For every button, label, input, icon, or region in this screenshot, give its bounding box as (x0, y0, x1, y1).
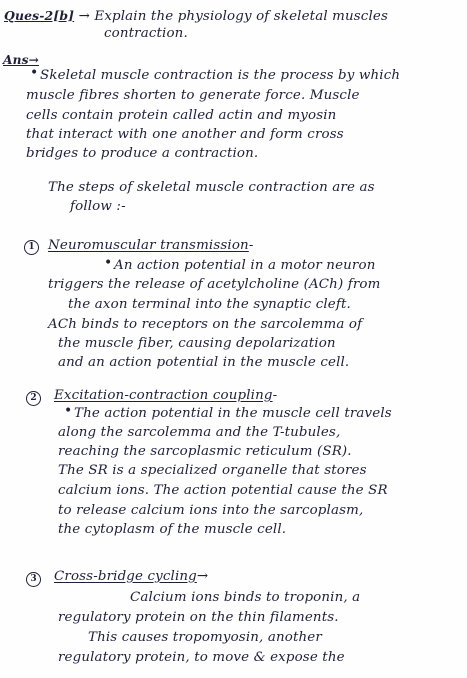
section-2-heading-row (54, 388, 277, 404)
intro-line-2: muscle fibres shorten to generate force. Muscle (26, 88, 360, 103)
section-1-heading-suffix: - (248, 238, 254, 253)
section-2-number: 2 (26, 391, 41, 406)
section-3-heading-row (54, 569, 208, 585)
intro-line-4: that interact with one another and form cross (26, 127, 344, 142)
section-1-line-1: An action potential in a motor neuron (114, 258, 376, 273)
section-2-heading: Excitation-contraction coupling (54, 388, 273, 403)
question-arrow: → (78, 9, 90, 24)
question-text-line-2: contraction. (104, 26, 188, 41)
section-1-heading-row (48, 238, 254, 254)
section-2-line-4: The SR is a specialized organelle that stores (58, 463, 367, 478)
intro-line-1: Skeletal muscle contraction is the process by which (40, 68, 401, 83)
question-label: Ques-2[b] (4, 8, 75, 23)
bullet-dot-icon: • (30, 65, 39, 81)
section-1-line-2: triggers the release of acetylcholine (ACh) from (48, 277, 381, 292)
steps-intro-line-2: follow :- (70, 199, 126, 214)
section-1-heading: Neuromuscular transmission (48, 238, 249, 253)
section-3-line-3: This causes tropomyosin, another (88, 630, 322, 645)
steps-intro-line-1: The steps of skeletal muscle contraction are as (48, 180, 375, 195)
section-1-number: 1 (24, 240, 39, 255)
section-1-line-4: ACh binds to receptors on the sarcolemma of (48, 317, 363, 332)
intro-line-5: bridges to produce a contraction. (26, 146, 259, 161)
bullet-dot-icon: • (104, 255, 113, 271)
question-row (4, 8, 388, 25)
section-1-line-5: the muscle fiber, causing depolarization (58, 336, 336, 351)
section-2-line-3: reaching the sarcoplasmic reticulum (SR). (58, 444, 352, 459)
section-2-line-1: The action potential in the muscle cell travels (74, 406, 392, 421)
section-3-line-4: regulatory protein, to move & expose the (58, 650, 345, 665)
section-2-line-7: the cytoplasm of the muscle cell. (58, 522, 287, 537)
answer-label: Ans→ (3, 53, 39, 67)
section-1-line-3: the axon terminal into the synaptic cleft. (68, 297, 351, 312)
section-3-heading-suffix: → (196, 569, 209, 584)
section-1-line-6: and an action potential in the muscle cell. (58, 355, 350, 370)
section-2-line-2: along the sarcolemma and the T-tubules, (58, 425, 341, 440)
section-2-heading-suffix: - (272, 388, 278, 403)
bullet-dot-icon: • (64, 403, 73, 419)
section-2-line-5: calcium ions. The action potential cause the SR (58, 483, 388, 498)
section-3-line-2: regulatory protein on the thin filaments. (58, 610, 339, 625)
question-text-line-1: Explain the physiology of skeletal muscles (94, 9, 388, 24)
section-2-line-6: to release calcium ions into the sarcoplasm, (58, 503, 364, 518)
section-3-heading: Cross-bridge cycling (54, 569, 197, 584)
section-3-number: 3 (26, 572, 41, 587)
section-3-line-1: Calcium ions binds to troponin, a (130, 590, 361, 605)
intro-line-3: cells contain protein called actin and myosin (26, 108, 337, 123)
